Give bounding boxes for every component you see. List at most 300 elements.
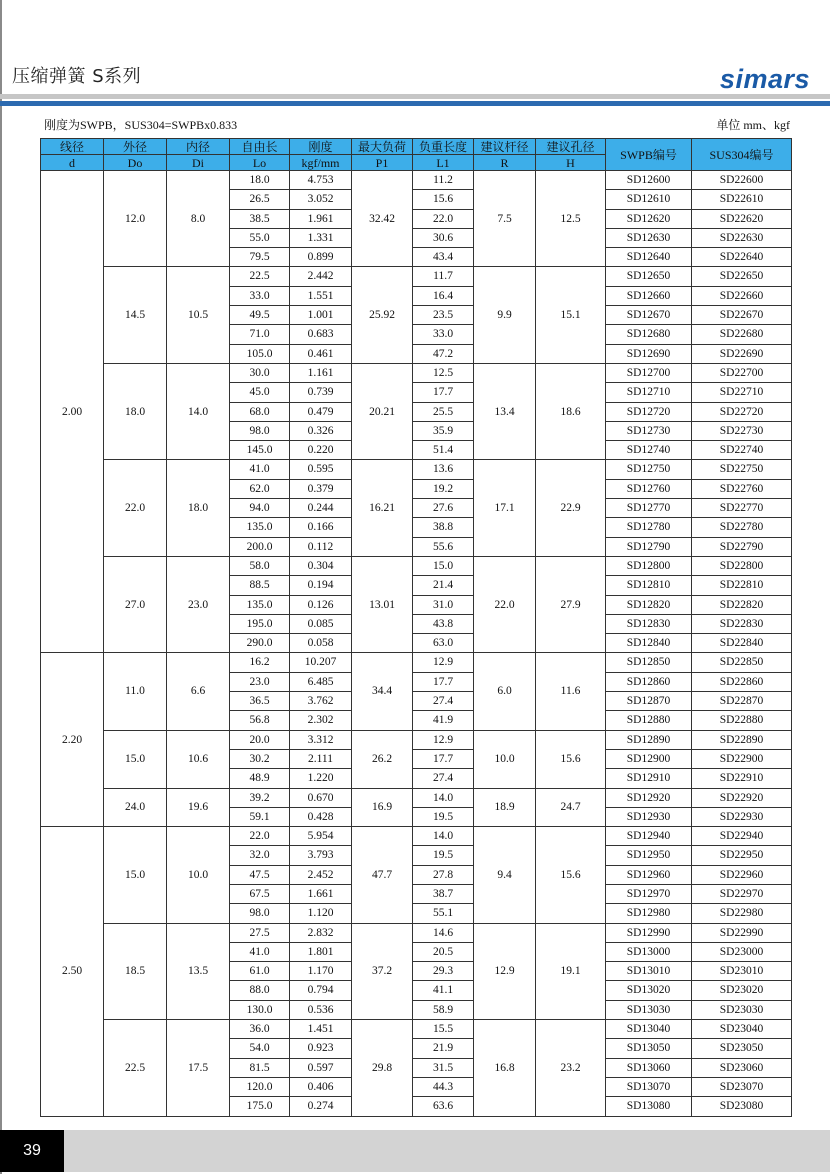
cell-free-length: 30.0	[230, 363, 290, 382]
cell-sus304-code: SD23010	[692, 962, 792, 981]
cell-stiffness: 2.302	[290, 711, 352, 730]
cell-loaded-length: 19.5	[413, 807, 474, 826]
col-header-sus304: SUS304编号	[692, 139, 792, 171]
cell-stiffness: 0.536	[290, 1000, 352, 1019]
cell-outer-diameter: 15.0	[104, 730, 167, 788]
cell-sus304-code: SD23040	[692, 1020, 792, 1039]
cell-sus304-code: SD22760	[692, 479, 792, 498]
cell-sus304-code: SD23060	[692, 1058, 792, 1077]
cell-stiffness: 0.899	[290, 248, 352, 267]
cell-free-length: 39.2	[230, 788, 290, 807]
cell-max-load: 16.9	[352, 788, 413, 827]
cell-free-length: 22.0	[230, 827, 290, 846]
table-row	[41, 730, 792, 749]
cell-stiffness: 2.442	[290, 267, 352, 286]
cell-stiffness: 0.683	[290, 325, 352, 344]
cell-max-load: 26.2	[352, 730, 413, 788]
col-header-r-cn: 建议杆径	[474, 139, 536, 155]
cell-swpb-code: SD12820	[606, 595, 692, 614]
cell-free-length: 94.0	[230, 499, 290, 518]
cell-free-length: 20.0	[230, 730, 290, 749]
cell-swpb-code: SD13030	[606, 1000, 692, 1019]
table-row	[41, 460, 792, 479]
cell-max-load: 20.21	[352, 363, 413, 459]
col-header-h-cn: 建议孔径	[536, 139, 606, 155]
cell-stiffness: 0.739	[290, 383, 352, 402]
col-header-do-cn: 外径	[104, 139, 167, 155]
cell-loaded-length: 17.7	[413, 749, 474, 768]
cell-stiffness: 0.085	[290, 614, 352, 633]
cell-stiffness: 0.597	[290, 1058, 352, 1077]
cell-rod-diameter: 6.0	[474, 653, 536, 730]
cell-swpb-code: SD12870	[606, 692, 692, 711]
table-row	[41, 267, 792, 286]
cell-loaded-length: 12.5	[413, 363, 474, 382]
cell-wire-diameter: 2.50	[41, 827, 104, 1116]
cell-inner-diameter: 19.6	[167, 788, 230, 827]
cell-sus304-code: SD23000	[692, 942, 792, 961]
cell-free-length: 68.0	[230, 402, 290, 421]
cell-stiffness: 5.954	[290, 827, 352, 846]
cell-hole-diameter: 24.7	[536, 788, 606, 827]
col-header-di-code: Di	[167, 155, 230, 171]
cell-loaded-length: 30.6	[413, 228, 474, 247]
cell-hole-diameter: 15.6	[536, 730, 606, 788]
cell-stiffness: 0.112	[290, 537, 352, 556]
cell-sus304-code: SD22980	[692, 904, 792, 923]
cell-swpb-code: SD13060	[606, 1058, 692, 1077]
cell-swpb-code: SD12890	[606, 730, 692, 749]
cell-swpb-code: SD12800	[606, 556, 692, 575]
cell-sus304-code: SD22970	[692, 884, 792, 903]
cell-swpb-code: SD12610	[606, 190, 692, 209]
cell-swpb-code: SD12880	[606, 711, 692, 730]
cell-loaded-length: 12.9	[413, 653, 474, 672]
cell-inner-diameter: 23.0	[167, 556, 230, 652]
cell-loaded-length: 22.0	[413, 209, 474, 228]
cell-sus304-code: SD22910	[692, 769, 792, 788]
col-header-d-code: d	[41, 155, 104, 171]
cell-loaded-length: 27.4	[413, 692, 474, 711]
cell-hole-diameter: 15.6	[536, 827, 606, 923]
cell-swpb-code: SD12690	[606, 344, 692, 363]
unit-note: 单位 mm、kgf	[716, 118, 790, 132]
cell-sus304-code: SD22600	[692, 171, 792, 190]
cell-free-length: 290.0	[230, 634, 290, 653]
cell-hole-diameter: 23.2	[536, 1020, 606, 1116]
cell-free-length: 36.5	[230, 692, 290, 711]
cell-hole-diameter: 15.1	[536, 267, 606, 363]
cell-swpb-code: SD12940	[606, 827, 692, 846]
cell-free-length: 18.0	[230, 171, 290, 190]
cell-rod-diameter: 7.5	[474, 171, 536, 267]
cell-swpb-code: SD12920	[606, 788, 692, 807]
col-header-l1-cn: 负重长度	[413, 139, 474, 155]
cell-swpb-code: SD12840	[606, 634, 692, 653]
cell-free-length: 56.8	[230, 711, 290, 730]
cell-stiffness: 1.801	[290, 942, 352, 961]
cell-swpb-code: SD13040	[606, 1020, 692, 1039]
cell-stiffness: 0.304	[290, 556, 352, 575]
cell-stiffness: 1.551	[290, 286, 352, 305]
cell-swpb-code: SD12900	[606, 749, 692, 768]
cell-free-length: 195.0	[230, 614, 290, 633]
cell-swpb-code: SD12670	[606, 306, 692, 325]
cell-swpb-code: SD12860	[606, 672, 692, 691]
cell-free-length: 45.0	[230, 383, 290, 402]
cell-free-length: 71.0	[230, 325, 290, 344]
col-header-lo-cn: 自由长	[230, 139, 290, 155]
cell-sus304-code: SD22850	[692, 653, 792, 672]
page-title: 压缩弹簧 S系列	[12, 66, 142, 87]
cell-loaded-length: 31.5	[413, 1058, 474, 1077]
cell-swpb-code: SD12750	[606, 460, 692, 479]
cell-free-length: 47.5	[230, 865, 290, 884]
cell-max-load: 34.4	[352, 653, 413, 730]
page-number: 39	[0, 1130, 64, 1172]
cell-free-length: 36.0	[230, 1020, 290, 1039]
stiffness-note: 刚度为SWPB，SUS304=SWPBx0.833	[44, 118, 238, 132]
cell-loaded-length: 29.3	[413, 962, 474, 981]
cell-loaded-length: 55.1	[413, 904, 474, 923]
cell-sus304-code: SD22930	[692, 807, 792, 826]
cell-loaded-length: 17.7	[413, 672, 474, 691]
cell-sus304-code: SD22750	[692, 460, 792, 479]
cell-loaded-length: 38.7	[413, 884, 474, 903]
cell-loaded-length: 20.5	[413, 942, 474, 961]
table-row	[41, 923, 792, 942]
cell-swpb-code: SD12680	[606, 325, 692, 344]
cell-inner-diameter: 10.5	[167, 267, 230, 363]
cell-free-length: 38.5	[230, 209, 290, 228]
cell-free-length: 33.0	[230, 286, 290, 305]
cell-wire-diameter: 2.20	[41, 653, 104, 827]
col-header-k-cn: 刚度	[290, 139, 352, 155]
cell-loaded-length: 12.9	[413, 730, 474, 749]
cell-sus304-code: SD22660	[692, 286, 792, 305]
cell-free-length: 48.9	[230, 769, 290, 788]
cell-swpb-code: SD12830	[606, 614, 692, 633]
cell-free-length: 105.0	[230, 344, 290, 363]
cell-loaded-length: 23.5	[413, 306, 474, 325]
cell-max-load: 25.92	[352, 267, 413, 363]
cell-swpb-code: SD12980	[606, 904, 692, 923]
cell-sus304-code: SD22730	[692, 421, 792, 440]
cell-swpb-code: SD13020	[606, 981, 692, 1000]
cell-loaded-length: 14.0	[413, 788, 474, 807]
cell-sus304-code: SD23050	[692, 1039, 792, 1058]
cell-hole-diameter: 22.9	[536, 460, 606, 556]
cell-swpb-code: SD12630	[606, 228, 692, 247]
cell-stiffness: 3.052	[290, 190, 352, 209]
col-header-d-cn: 线径	[41, 139, 104, 155]
cell-stiffness: 1.220	[290, 769, 352, 788]
cell-sus304-code: SD22710	[692, 383, 792, 402]
header-divider-blue	[0, 101, 830, 106]
cell-stiffness: 4.753	[290, 171, 352, 190]
cell-free-length: 58.0	[230, 556, 290, 575]
cell-sus304-code: SD22960	[692, 865, 792, 884]
cell-free-length: 200.0	[230, 537, 290, 556]
cell-sus304-code: SD22880	[692, 711, 792, 730]
cell-inner-diameter: 8.0	[167, 171, 230, 267]
cell-free-length: 98.0	[230, 421, 290, 440]
cell-loaded-length: 15.5	[413, 1020, 474, 1039]
cell-rod-diameter: 10.0	[474, 730, 536, 788]
cell-swpb-code: SD13000	[606, 942, 692, 961]
cell-loaded-length: 14.0	[413, 827, 474, 846]
cell-stiffness: 2.452	[290, 865, 352, 884]
cell-rod-diameter: 22.0	[474, 556, 536, 652]
cell-free-length: 130.0	[230, 1000, 290, 1019]
cell-stiffness: 0.058	[290, 634, 352, 653]
cell-free-length: 145.0	[230, 441, 290, 460]
cell-stiffness: 0.244	[290, 499, 352, 518]
cell-hole-diameter: 19.1	[536, 923, 606, 1019]
cell-inner-diameter: 17.5	[167, 1020, 230, 1116]
cell-loaded-length: 15.6	[413, 190, 474, 209]
cell-swpb-code: SD12620	[606, 209, 692, 228]
table-row	[41, 556, 792, 575]
cell-stiffness: 0.274	[290, 1097, 352, 1116]
cell-rod-diameter: 13.4	[474, 363, 536, 459]
cell-free-length: 49.5	[230, 306, 290, 325]
cell-inner-diameter: 6.6	[167, 653, 230, 730]
cell-stiffness: 0.194	[290, 576, 352, 595]
cell-free-length: 41.0	[230, 942, 290, 961]
cell-swpb-code: SD12760	[606, 479, 692, 498]
cell-sus304-code: SD22770	[692, 499, 792, 518]
cell-max-load: 47.7	[352, 827, 413, 923]
cell-stiffness: 3.793	[290, 846, 352, 865]
cell-loaded-length: 63.0	[413, 634, 474, 653]
cell-swpb-code: SD12780	[606, 518, 692, 537]
cell-stiffness: 0.461	[290, 344, 352, 363]
spring-spec-table-container	[40, 138, 791, 1117]
cell-free-length: 61.0	[230, 962, 290, 981]
cell-loaded-length: 47.2	[413, 344, 474, 363]
col-header-h-code: H	[536, 155, 606, 171]
cell-stiffness: 1.661	[290, 884, 352, 903]
cell-swpb-code: SD12710	[606, 383, 692, 402]
cell-hole-diameter: 27.9	[536, 556, 606, 652]
cell-loaded-length: 27.4	[413, 769, 474, 788]
cell-loaded-length: 17.7	[413, 383, 474, 402]
cell-free-length: 88.0	[230, 981, 290, 1000]
cell-sus304-code: SD23080	[692, 1097, 792, 1116]
cell-loaded-length: 38.8	[413, 518, 474, 537]
cell-free-length: 62.0	[230, 479, 290, 498]
cell-inner-diameter: 10.0	[167, 827, 230, 923]
cell-swpb-code: SD12960	[606, 865, 692, 884]
cell-loaded-length: 21.9	[413, 1039, 474, 1058]
cell-swpb-code: SD12990	[606, 923, 692, 942]
cell-loaded-length: 16.4	[413, 286, 474, 305]
cell-sus304-code: SD22720	[692, 402, 792, 421]
cell-stiffness: 1.451	[290, 1020, 352, 1039]
cell-hole-diameter: 12.5	[536, 171, 606, 267]
cell-outer-diameter: 18.0	[104, 363, 167, 459]
cell-sus304-code: SD22890	[692, 730, 792, 749]
cell-stiffness: 0.166	[290, 518, 352, 537]
cell-outer-diameter: 12.0	[104, 171, 167, 267]
cell-max-load: 32.42	[352, 171, 413, 267]
cell-sus304-code: SD22860	[692, 672, 792, 691]
col-header-di-cn: 内径	[167, 139, 230, 155]
cell-sus304-code: SD22950	[692, 846, 792, 865]
col-header-l1-code: L1	[413, 155, 474, 171]
cell-free-length: 54.0	[230, 1039, 290, 1058]
cell-max-load: 29.8	[352, 1020, 413, 1116]
cell-rod-diameter: 12.9	[474, 923, 536, 1019]
cell-loaded-length: 31.0	[413, 595, 474, 614]
cell-loaded-length: 21.4	[413, 576, 474, 595]
cell-stiffness: 1.120	[290, 904, 352, 923]
cell-stiffness: 3.312	[290, 730, 352, 749]
col-header-r-code: R	[474, 155, 536, 171]
cell-swpb-code: SD12970	[606, 884, 692, 903]
cell-stiffness: 0.220	[290, 441, 352, 460]
cell-sus304-code: SD22840	[692, 634, 792, 653]
cell-free-length: 23.0	[230, 672, 290, 691]
cell-sus304-code: SD22740	[692, 441, 792, 460]
cell-loaded-length: 35.9	[413, 421, 474, 440]
cell-loaded-length: 11.7	[413, 267, 474, 286]
cell-free-length: 59.1	[230, 807, 290, 826]
cell-loaded-length: 27.8	[413, 865, 474, 884]
cell-loaded-length: 14.6	[413, 923, 474, 942]
cell-loaded-length: 27.6	[413, 499, 474, 518]
cell-sus304-code: SD22820	[692, 595, 792, 614]
table-row	[41, 171, 792, 190]
cell-sus304-code: SD22610	[692, 190, 792, 209]
cell-outer-diameter: 11.0	[104, 653, 167, 730]
cell-wire-diameter: 2.00	[41, 171, 104, 653]
cell-outer-diameter: 24.0	[104, 788, 167, 827]
cell-free-length: 55.0	[230, 228, 290, 247]
cell-stiffness: 1.170	[290, 962, 352, 981]
cell-swpb-code: SD12640	[606, 248, 692, 267]
cell-sus304-code: SD22830	[692, 614, 792, 633]
cell-sus304-code: SD22900	[692, 749, 792, 768]
cell-outer-diameter: 22.0	[104, 460, 167, 556]
cell-free-length: 98.0	[230, 904, 290, 923]
col-header-do-code: Do	[104, 155, 167, 171]
cell-free-length: 26.5	[230, 190, 290, 209]
cell-swpb-code: SD12650	[606, 267, 692, 286]
table-row	[41, 363, 792, 382]
cell-sus304-code: SD22800	[692, 556, 792, 575]
cell-loaded-length: 44.3	[413, 1077, 474, 1096]
cell-free-length: 30.2	[230, 749, 290, 768]
cell-swpb-code: SD12660	[606, 286, 692, 305]
cell-stiffness: 6.485	[290, 672, 352, 691]
cell-stiffness: 0.595	[290, 460, 352, 479]
cell-inner-diameter: 10.6	[167, 730, 230, 788]
col-header-p1-cn: 最大负荷	[352, 139, 413, 155]
page-left-border	[0, 0, 2, 1174]
cell-loaded-length: 63.6	[413, 1097, 474, 1116]
cell-sus304-code: SD22990	[692, 923, 792, 942]
table-row	[41, 1020, 792, 1039]
cell-stiffness: 2.832	[290, 923, 352, 942]
cell-swpb-code: SD12950	[606, 846, 692, 865]
cell-loaded-length: 25.5	[413, 402, 474, 421]
cell-free-length: 32.0	[230, 846, 290, 865]
cell-stiffness: 0.126	[290, 595, 352, 614]
cell-sus304-code: SD22680	[692, 325, 792, 344]
cell-free-length: 67.5	[230, 884, 290, 903]
col-header-swpb: SWPB编号	[606, 139, 692, 171]
cell-swpb-code: SD12810	[606, 576, 692, 595]
cell-loaded-length: 41.9	[413, 711, 474, 730]
cell-sus304-code: SD22920	[692, 788, 792, 807]
cell-sus304-code: SD22810	[692, 576, 792, 595]
header-row-cn	[41, 139, 792, 155]
cell-swpb-code: SD12720	[606, 402, 692, 421]
cell-loaded-length: 13.6	[413, 460, 474, 479]
cell-stiffness: 0.379	[290, 479, 352, 498]
cell-rod-diameter: 18.9	[474, 788, 536, 827]
footer-bar	[64, 1130, 830, 1172]
cell-free-length: 88.5	[230, 576, 290, 595]
cell-swpb-code: SD13080	[606, 1097, 692, 1116]
cell-sus304-code: SD22620	[692, 209, 792, 228]
cell-sus304-code: SD22640	[692, 248, 792, 267]
cell-outer-diameter: 22.5	[104, 1020, 167, 1116]
cell-hole-diameter: 18.6	[536, 363, 606, 459]
cell-sus304-code: SD23030	[692, 1000, 792, 1019]
table-row	[41, 788, 792, 807]
cell-loaded-length: 51.4	[413, 441, 474, 460]
cell-stiffness: 0.923	[290, 1039, 352, 1058]
cell-free-length: 81.5	[230, 1058, 290, 1077]
table-row	[41, 653, 792, 672]
cell-stiffness: 0.794	[290, 981, 352, 1000]
cell-swpb-code: SD12790	[606, 537, 692, 556]
cell-free-length: 22.5	[230, 267, 290, 286]
cell-swpb-code: SD12600	[606, 171, 692, 190]
cell-sus304-code: SD22690	[692, 344, 792, 363]
cell-free-length: 135.0	[230, 595, 290, 614]
cell-max-load: 13.01	[352, 556, 413, 652]
cell-rod-diameter: 9.4	[474, 827, 536, 923]
cell-outer-diameter: 15.0	[104, 827, 167, 923]
cell-sus304-code: SD22650	[692, 267, 792, 286]
cell-free-length: 27.5	[230, 923, 290, 942]
cell-stiffness: 1.001	[290, 306, 352, 325]
cell-sus304-code: SD22780	[692, 518, 792, 537]
cell-loaded-length: 41.1	[413, 981, 474, 1000]
cell-stiffness: 0.670	[290, 788, 352, 807]
cell-swpb-code: SD13070	[606, 1077, 692, 1096]
cell-outer-diameter: 18.5	[104, 923, 167, 1019]
cell-hole-diameter: 11.6	[536, 653, 606, 730]
cell-stiffness: 2.111	[290, 749, 352, 768]
cell-swpb-code: SD12930	[606, 807, 692, 826]
cell-inner-diameter: 13.5	[167, 923, 230, 1019]
cell-loaded-length: 33.0	[413, 325, 474, 344]
cell-stiffness: 0.326	[290, 421, 352, 440]
cell-loaded-length: 11.2	[413, 171, 474, 190]
spring-spec-table	[40, 138, 792, 1117]
cell-stiffness: 10.207	[290, 653, 352, 672]
cell-stiffness: 0.406	[290, 1077, 352, 1096]
col-header-p1-code: P1	[352, 155, 413, 171]
spring-spec-table-body	[41, 171, 792, 1117]
cell-loaded-length: 15.0	[413, 556, 474, 575]
cell-stiffness: 1.161	[290, 363, 352, 382]
